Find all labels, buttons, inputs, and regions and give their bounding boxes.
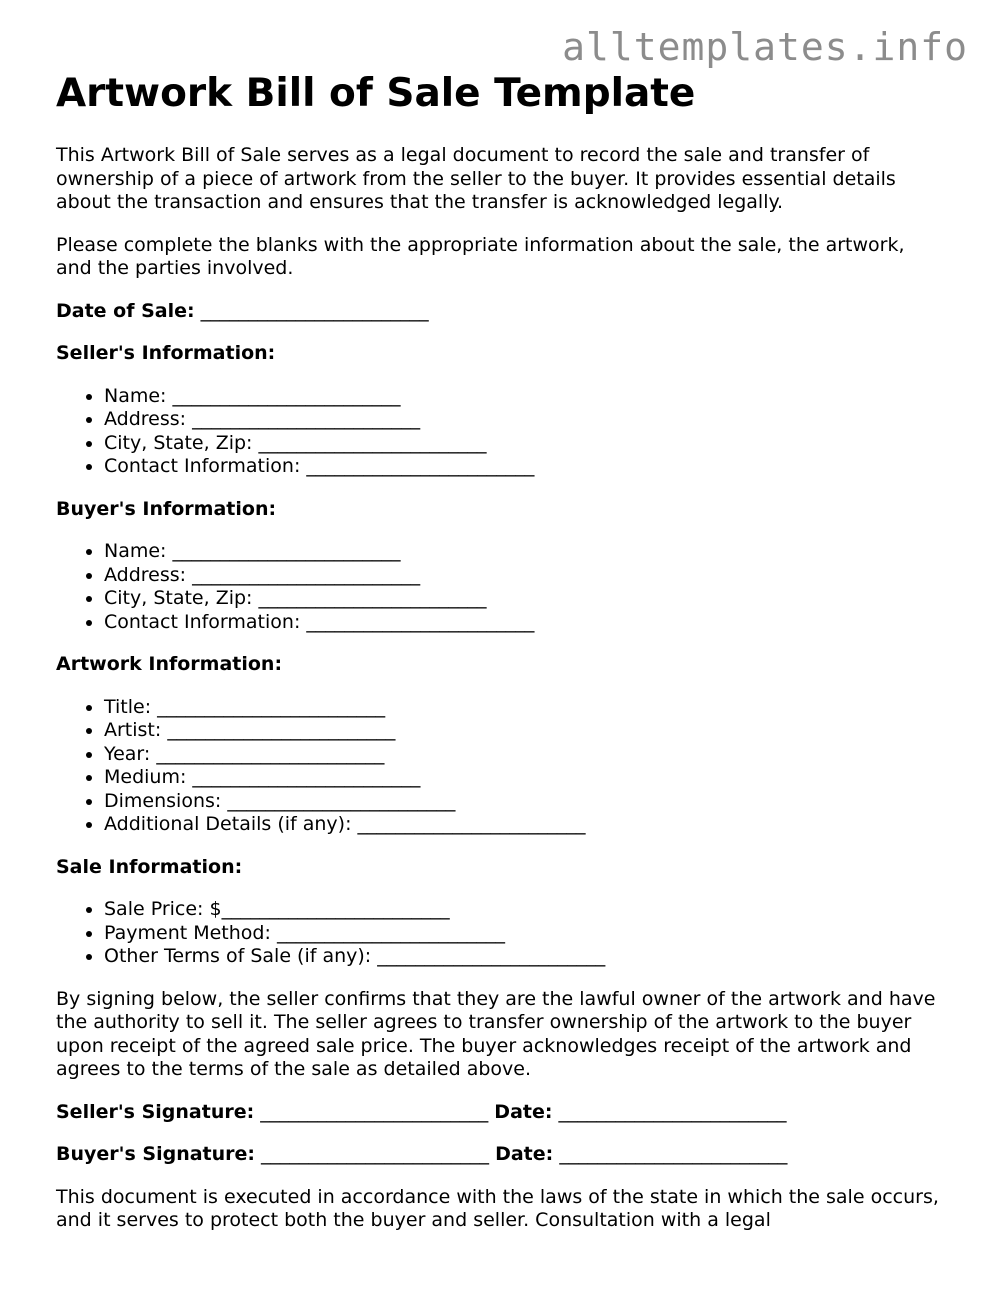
list-item bbox=[104, 743, 946, 767]
buyer-date-label: Date: bbox=[495, 1143, 554, 1165]
artwork-medium-label: Medium: bbox=[104, 766, 187, 788]
list-item bbox=[104, 432, 946, 456]
buyer-signature-label: Buyer's Signature: bbox=[56, 1143, 255, 1165]
artwork-title-label: Title: bbox=[104, 695, 152, 718]
seller-city-label: City, State, Zip: bbox=[104, 431, 253, 454]
artwork-artist-label: Artist: bbox=[104, 719, 162, 741]
seller-name-label: Name: bbox=[104, 384, 167, 407]
sale-price-label: Sale Price: $ bbox=[104, 898, 222, 920]
closing-paragraph: By signing below, the seller confirms that they are the lawful owner of the artwork and have the authority to sell it. The seller agrees to transfer ownership of the artwork to the buyer upon receipt of the agreed sale price. The buyer acknowledges receipt of the artwork and agrees to the terms of the sale as detailed above. bbox=[56, 987, 936, 1080]
other-terms-label: Other Terms of Sale (if any): bbox=[104, 945, 372, 967]
buyer-date-blank[interactable]: ________________________ bbox=[559, 1143, 788, 1165]
list-item bbox=[104, 719, 946, 743]
buyer-signature-blank[interactable]: ________________________ bbox=[261, 1143, 490, 1165]
seller-name-blank[interactable]: ________________________ bbox=[172, 384, 401, 407]
intro-paragraph-1: This Artwork Bill of Sale serves as a legal document to record the sale and transfer of ownership of a piece of artwork from the seller to the buyer. It provides essential details about the transaction and ensures that the transfer is acknowledged legally. bbox=[56, 144, 896, 213]
seller-contact-blank[interactable]: ________________________ bbox=[306, 455, 535, 477]
buyer-city-blank[interactable]: ________________________ bbox=[258, 587, 487, 609]
list-item bbox=[104, 790, 946, 814]
seller-date-blank[interactable]: ________________________ bbox=[558, 1100, 787, 1123]
buyer-address-label: Address: bbox=[104, 563, 187, 586]
sale-info-heading: Sale Information: bbox=[56, 855, 243, 878]
sale-info-list bbox=[56, 898, 946, 969]
list-item bbox=[104, 696, 946, 720]
buyer-contact-blank[interactable]: ________________________ bbox=[306, 610, 535, 633]
artwork-title-blank[interactable]: ________________________ bbox=[157, 695, 386, 718]
seller-signature-line bbox=[56, 1101, 946, 1125]
buyer-city-label: City, State, Zip: bbox=[104, 587, 253, 609]
list-item bbox=[104, 945, 946, 969]
list-item bbox=[104, 540, 946, 564]
final-paragraph: This document is executed in accordance with the laws of the state in which the sale occurs, and it serves to protect both the buyer and seller. Consultation with a legal bbox=[56, 1185, 939, 1231]
list-item bbox=[104, 455, 946, 479]
seller-address-blank[interactable]: ________________________ bbox=[192, 408, 421, 430]
artwork-year-blank[interactable]: ________________________ bbox=[156, 742, 385, 765]
seller-signature-label: Seller's Signature: bbox=[56, 1100, 255, 1123]
artwork-info-heading: Artwork Information: bbox=[56, 653, 283, 675]
list-item bbox=[104, 813, 946, 837]
artwork-details-blank[interactable]: ________________________ bbox=[357, 813, 586, 835]
artwork-dimensions-blank[interactable]: ________________________ bbox=[227, 789, 456, 812]
artwork-year-label: Year: bbox=[104, 742, 151, 765]
seller-signature-blank[interactable]: ________________________ bbox=[260, 1100, 489, 1123]
page-title: Artwork Bill of Sale Template bbox=[56, 71, 696, 116]
artwork-details-label: Additional Details (if any): bbox=[104, 813, 352, 835]
seller-address-label: Address: bbox=[104, 408, 187, 430]
seller-info-list bbox=[56, 385, 946, 479]
payment-method-blank[interactable]: ________________________ bbox=[276, 921, 505, 944]
buyer-name-blank[interactable]: ________________________ bbox=[172, 540, 401, 562]
date-of-sale-field bbox=[56, 300, 946, 324]
list-item bbox=[104, 766, 946, 790]
seller-info-heading: Seller's Information: bbox=[56, 342, 276, 364]
buyer-info-heading: Buyer's Information: bbox=[56, 497, 277, 520]
date-of-sale-blank[interactable]: ________________________ bbox=[200, 299, 429, 322]
watermark: alltemplates.info bbox=[562, 25, 968, 69]
date-of-sale-label: Date of Sale: bbox=[56, 299, 195, 322]
seller-date-label: Date: bbox=[494, 1100, 553, 1123]
list-item bbox=[104, 587, 946, 611]
payment-method-label: Payment Method: bbox=[104, 921, 271, 944]
list-item bbox=[104, 385, 946, 409]
buyer-info-list bbox=[56, 540, 946, 634]
list-item bbox=[104, 408, 946, 432]
seller-contact-label: Contact Information: bbox=[104, 455, 301, 477]
artwork-medium-blank[interactable]: ________________________ bbox=[192, 766, 421, 788]
buyer-address-blank[interactable]: ________________________ bbox=[192, 563, 421, 586]
other-terms-blank[interactable]: ________________________ bbox=[377, 945, 606, 967]
buyer-name-label: Name: bbox=[104, 540, 167, 562]
intro-paragraph-2: Please complete the blanks with the appropriate information about the sale, the artwork, and the parties involved. bbox=[56, 233, 905, 279]
seller-city-blank[interactable]: ________________________ bbox=[258, 431, 487, 454]
sale-price-blank[interactable]: ________________________ bbox=[221, 898, 450, 920]
artwork-artist-blank[interactable]: ________________________ bbox=[167, 719, 396, 741]
artwork-dimensions-label: Dimensions: bbox=[104, 789, 222, 812]
list-item bbox=[104, 898, 946, 922]
document-page bbox=[56, 70, 946, 1233]
buyer-contact-label: Contact Information: bbox=[104, 610, 301, 633]
artwork-info-list bbox=[56, 696, 946, 837]
list-item bbox=[104, 611, 946, 635]
buyer-signature-line bbox=[56, 1143, 946, 1167]
list-item bbox=[104, 564, 946, 588]
list-item bbox=[104, 922, 946, 946]
